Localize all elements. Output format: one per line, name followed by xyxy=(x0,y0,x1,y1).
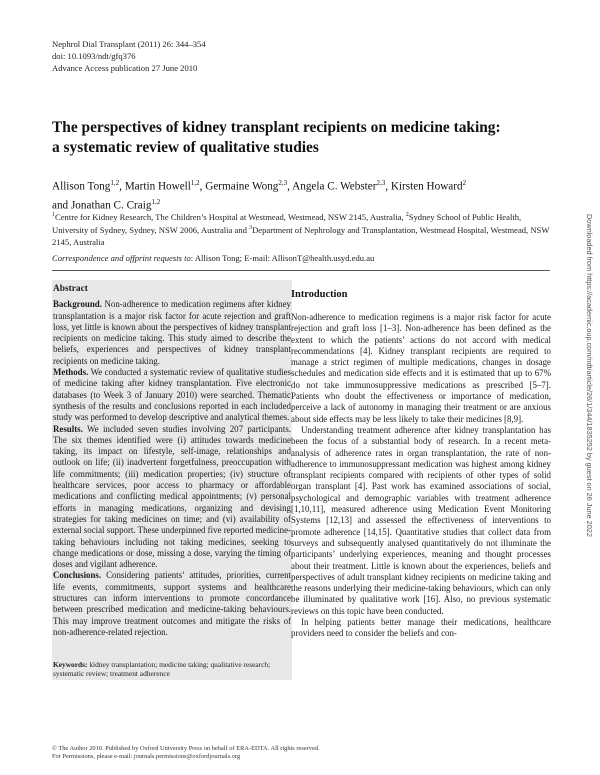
abstract-background-para xyxy=(53,299,291,367)
title-line-2: a systematic review of qualitative studies xyxy=(52,139,319,156)
download-watermark xyxy=(586,214,596,706)
abstract-heading: Abstract xyxy=(53,284,88,294)
permissions-line: For Permissions, please e-mail: journals.permissions@oxfordjournals.org xyxy=(52,753,241,760)
affil-marker: 3 xyxy=(249,225,253,232)
keywords xyxy=(53,660,291,679)
author-name: Jonathan C. Craig xyxy=(70,199,152,212)
author-affil-sup: 2 xyxy=(462,179,467,187)
title-line-1: The perspectives of kidney transplant recipients on medicine taking: xyxy=(52,119,501,136)
author-affil-sup: 1,2 xyxy=(151,197,161,206)
intro-paragraph: Non-adherence to medication regimens is a major risk factor for acute rejection and graft loss [1–3]. Non-adherence has been defined as the extent to which the patients’ actions do not accord with medical recommendations [4]. Kidney transplant recipients are required to manage a strict regimen of multiple medications, changes in dosage schedules and medication side effects and it is estimated that up to 67% do not take immunosuppressive medications as prescribed [5–7]. Patients who doubt the effectiveness or importance of medication, perceive a lack of autonomy in managing their treatment or are anxious about side effects may be less likely to take their medicines [8,9]. xyxy=(291,312,551,424)
keywords-list: kidney transplantation; medicine taking; qualitative research; systematic review; treatment adherence xyxy=(53,660,271,679)
intro-paragraph: Understanding treatment adherence after kidney transplantation has been the focus of a substantial body of research. In a recent meta-analysis of adherence rates in organ transplantation, the rate of non-adherence to immunosuppressant medication was highest among kidney transplant recipients compared with recipients of other types of solid organ transplant [4]. Past work has examined associations of social, psychological and demographic variables with treatment adherence [1,10,11], measured adherence using Medication Event Monitoring Systems [12,13] and assessed the effectiveness of interventions to promote adherence [14,15]. Quantitative studies that collect data from surveys and subsequently analysed quantitatively do not illuminate the participants’ underlying experiences, meaning and thought processes about their treatment. Little is known about the experiences, beliefs and perspectives of adult transplant kidney recipients on medicine taking and the reasons underlying their medicine-taking behaviours, which can only be illuminated by qualitative work [16]. Also, no previous systematic reviews on this topic have been conducted. xyxy=(291,424,551,616)
abstract-body: Non-adherence to medication regimens after kidney transplantation is a major risk factor for acute rejection and graft loss, yet little is known about the perspectives of kidney transplant recipients on medicine taking. This study aimed to describe the beliefs, experiences and perspectives of kidney transplant recipients on medicine taking. xyxy=(53,299,291,366)
author-name: Kirsten Howard xyxy=(390,180,463,193)
intro-paragraph: In helping patients better manage their medications, healthcare providers need to consider the beliefs and con- xyxy=(291,617,551,639)
doi[interactable]: doi: 10.1093/ndt/gfq376 xyxy=(52,51,136,61)
affiliations xyxy=(52,210,557,249)
paper-title xyxy=(52,118,552,158)
abstract-results-para xyxy=(53,424,291,571)
abstract-label: Results. xyxy=(53,423,83,434)
abstract-body: We conducted a systematic review of qualitative studies of medicine taking after kidney transplantation. Five electronic databases (to Week 3 of January 2010) were searched. Thematic synthesis of the results and conclusions reported in each included study was performed to develop descriptive and analytical themes. xyxy=(53,367,291,423)
author-affil-sup: 1,2 xyxy=(190,179,200,187)
copyright-line: © The Author 2010. Published by Oxford University Press on behalf of ERA-EDTA. All rights reserved. xyxy=(52,745,320,752)
journal-header xyxy=(52,38,206,74)
abstract-methods-para xyxy=(53,367,291,423)
abstract-label: Methods. xyxy=(53,367,89,378)
journal-citation: Nephrol Dial Transplant (2011) 26: 344–354 xyxy=(52,39,206,49)
affiliation-2: Sydney School of Public Health, University of Sydney, Sydney, NSW 2006, Australia and xyxy=(52,211,522,236)
author-list: Allison Tong$^{1,2}$, Martin Howell$^{1,2}$, Germaine Wong$^{2,3}$, Angela C. Webster$^{2,3}$, Kirsten Howard$^2$ and Jonathan C. Craig$^{1,2}$ xyxy=(52,179,467,212)
author-affil-sup: 2,3 xyxy=(376,179,386,187)
correspondence-text[interactable]: : Allison Tong; E-mail: AllisonT@health.usyd.edu.au xyxy=(190,253,375,263)
introduction-body xyxy=(291,312,551,640)
advance-access: Advance Access publication 27 June 2010 xyxy=(52,63,198,73)
copyright-footer xyxy=(52,745,320,761)
affiliation-1: Centre for Kidney Research, The Children’s Hospital at Westmead, Westmead, NSW 2145, Australia, xyxy=(55,211,404,222)
author-name: Martin Howell xyxy=(124,180,191,193)
affil-marker: 1 xyxy=(52,212,55,218)
affiliation-3: Department of Nephrology and Transplantation, Westmead Hospital, Westmead, NSW 2145, Australia xyxy=(52,225,550,247)
author-affil-sup: 1,2 xyxy=(110,179,120,187)
abstract-conclusions-para xyxy=(53,570,291,638)
correspondence xyxy=(52,253,557,264)
abstract-body: Considering patients’ attitudes, priorities, current life events, commitments, support systems and healthcare structures can inform interventions to promote concordance between prescribed medication and medicine-taking behaviours. This may improve treatment outcomes and mitigate the risks of non-adherence-related rejection. xyxy=(53,570,291,637)
abstract-label: Background. xyxy=(53,299,102,310)
author-name: Germaine Wong xyxy=(205,180,279,193)
download-watermark-text: Downloaded from https://academic.oup.com/ndt/article/26/1/344/1835252 by guest on 26 June 2022 xyxy=(585,214,594,537)
author-name: Angela C. Webster xyxy=(292,180,377,193)
correspondence-label: Correspondence and offprint requests to xyxy=(52,253,191,263)
abstract xyxy=(53,284,291,638)
section-divider xyxy=(52,270,550,271)
abstract-body: We included seven studies involving 207 participants. The six themes identified were (i) attitudes towards medicine taking, its impact on lifestyle, self-image, relationships and outlook on life; (ii) inadvertent forgetfulness, preoccupation with life commitments; (iii) medication properties; (iv) structure of healthcare services, poor access to pharmacy or affordable medications and conflicting medical appointments; (v) personal efforts in managing medications, organizing and devising strategies for taking medicines on time; and (vi) availability of external social support. These underpinned five reported medicine-taking behaviours including not taking medicines, seeking to change medications or dose, missing a dose, varying the timing of doses and vigilant adherence. xyxy=(53,423,291,570)
keywords-label: Keywords: xyxy=(53,660,88,669)
author-name: Allison Tong xyxy=(52,180,111,193)
abstract-label: Conclusions. xyxy=(53,570,102,581)
affil-marker: 2 xyxy=(405,212,409,218)
introduction-heading: Introduction xyxy=(291,289,348,300)
author-affil-sup: 2,3 xyxy=(278,179,288,187)
